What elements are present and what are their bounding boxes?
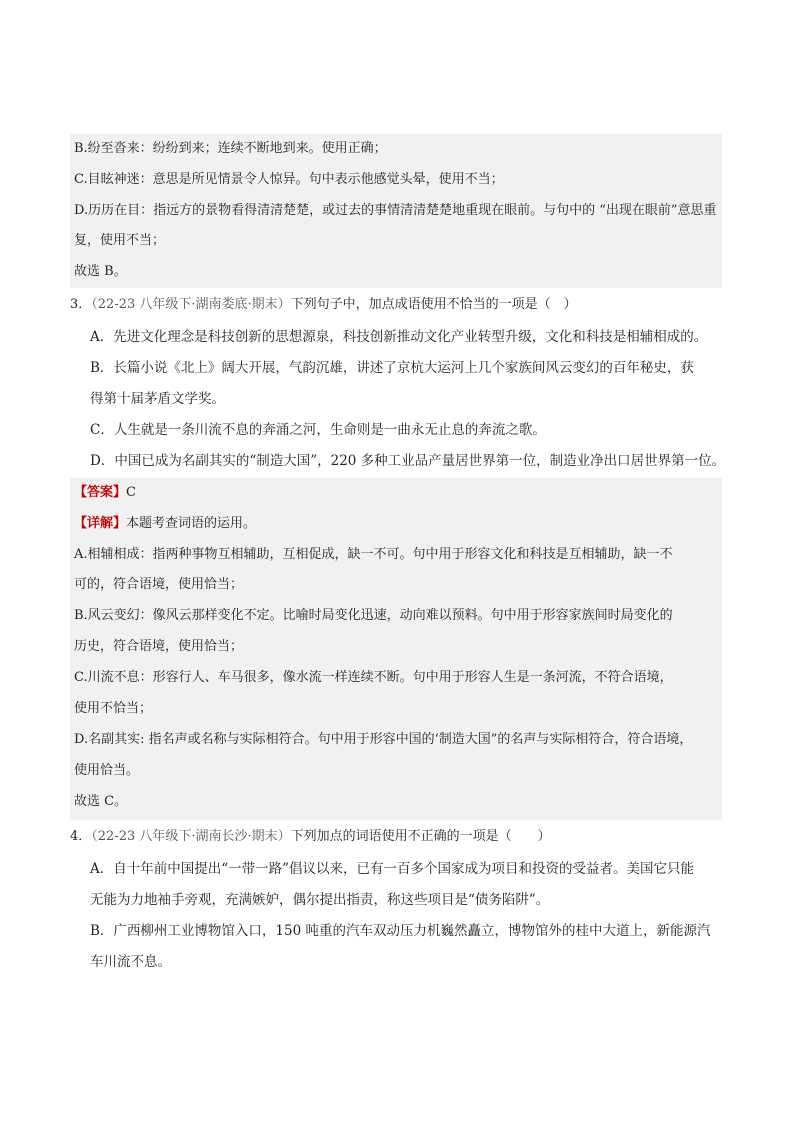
answer-line [74, 482, 722, 504]
explanation-line: A.相辅相成：指两种事物互相辅助，互相促成，缺一不可。句中用于形容文化和科技是互相辅助，缺一不 [74, 547, 673, 562]
answer-label: 【答案】 [74, 485, 127, 500]
explanation-line: C.目眩神迷：意思是所见情景令人惊异。句中表示他感觉头晕，使用不当； [74, 172, 504, 187]
explanation-line: 使用不恰当； [74, 701, 153, 716]
question-stem [70, 826, 722, 848]
conclusion-line: 故选 C。 [74, 794, 128, 809]
detail-line [74, 513, 722, 535]
explanation-block-1 [70, 134, 722, 288]
question-number: 3． [70, 297, 92, 312]
answer-block [70, 478, 722, 820]
option-a: A．自十年前中国提出“一带一路”倡议以来，已有一百多个国家成为项目和投资的受益者。美国它只能 [90, 861, 695, 877]
question-text: 下列句子中，加点成语使用不恰当的一项是（ ） [290, 297, 577, 312]
detail-label: 【详解】 [74, 516, 127, 531]
explanation-line: B.风云变幻：像风云那样变化不定。比喻时局变化迅速，动向难以预料。句中用于形容家族间时局变化的 [74, 608, 673, 623]
option-b: B．长篇小说《北上》阔大开展，气韵沉雄，讲述了京杭大运河上几个家族间风云变幻的百年秘史，获 [90, 360, 694, 376]
explanation-line: D.历历在目：指远方的景物看得清清楚楚，或过去的事情清清楚楚地重现在眼前。与句中的 “出现在眼前”意思重 [74, 203, 717, 218]
question-text: 下列加点的词语使用不正确的一项是（ ） [290, 829, 551, 844]
option-b-continued: 车川流不息。 [90, 954, 171, 970]
question-stem [70, 294, 722, 316]
question-source: （22-23 八年级下·湖南长沙·期末） [91, 829, 291, 844]
explanation-line: 历史，符合语境，使用恰当； [74, 639, 244, 654]
question-3 [70, 294, 726, 474]
explanation-line: D.名副其实: 指名声或名称与实际相符合。句中用于形容中国的‘制造大国”的名声与实际相符合，符合语境， [74, 732, 693, 747]
explanation-line: B.纷至沓来：纷纷到来；连续不断地到来。使用正确； [74, 141, 387, 156]
option-d: D．中国已成为名副其实的“制造大国”，220 多种工业品产量居世界第一位，制造业净出口居世界第一位。 [90, 453, 726, 469]
option-a-continued: 无能为力地袖手旁观，充满嫉妒，偶尔提出指责，称这些项目是“债务陷阱”。 [90, 892, 550, 908]
explanation-line: 使用恰当。 [74, 763, 140, 778]
question-source: （22-23 八年级下·湖南娄底·期末） [91, 297, 291, 312]
explanation-line: 复，使用不当； [74, 233, 166, 248]
explanation-line: 可的，符合语境，使用恰当； [74, 577, 244, 592]
option-b: B．广西柳州工业博物馆入口，150 吨重的汽车双动压力机巍然矗立，博物馆外的桂中大道上，新能源汽 [90, 923, 711, 939]
option-a: A．先进文化理念是科技创新的思想源泉，科技创新推动文化产业转型升级，文化和科技是相辅相成的。 [90, 329, 708, 345]
explanation-line: C.川流不息：形容行人、车马很多，像水流一样连续不断。句中用于形容人生是一条河流，不符合语境， [74, 670, 673, 685]
detail-text: 本题考查词语的运用。 [126, 516, 257, 531]
conclusion-line: 故选 B。 [74, 264, 127, 279]
option-b-continued: 得第十届茅盾文学奖。 [90, 391, 225, 407]
question-number: 4． [70, 829, 92, 844]
option-c: C．人生就是一条川流不息的奔涌之河，生命则是一曲永无止息的奔流之歌。 [90, 422, 546, 438]
question-4 [70, 826, 722, 976]
answer-value: C [126, 485, 136, 500]
